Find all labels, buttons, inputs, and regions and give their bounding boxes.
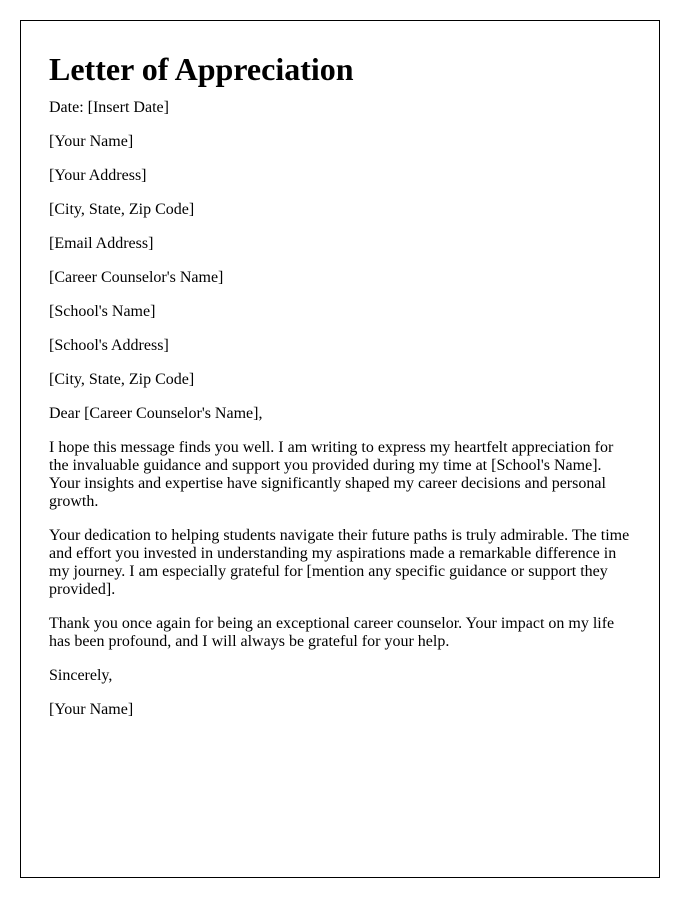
salutation: Dear [Career Counselor's Name], [49, 405, 263, 422]
recipient-city-state-zip: [City, State, Zip Code] [49, 371, 195, 388]
letter-content [49, 51, 633, 735]
letter-title: Letter of Appreciation [49, 51, 354, 87]
closing: Sincerely, [49, 667, 113, 684]
sender-address: [Your Address] [49, 167, 147, 184]
body-paragraph: I hope this message finds you well. I am writing to express my heartfelt appreciation for the invaluable guidance and support you provided during my time at [School's Name]. Your insights and expertise have significantly shaped my career decisions and personal growth. [49, 439, 614, 510]
body-paragraph: Your dedication to helping students navigate their future paths is truly admirable. The time and effort you invested in understanding my aspirations made a remarkable difference in my journey. I am especially grateful for [mention any specific guidance or support they provided]. [49, 527, 630, 598]
date-line: Date: [Insert Date] [49, 99, 169, 116]
sender-city-state-zip: [City, State, Zip Code] [49, 201, 195, 218]
recipient-name: [Career Counselor's Name] [49, 269, 224, 286]
body-paragraph: Thank you once again for being an exceptional career counselor. Your impact on my life has been profound, and I will always be grateful for your help. [49, 615, 615, 650]
letter-page [20, 20, 660, 878]
recipient-address: [School's Address] [49, 337, 169, 354]
sender-name: [Your Name] [49, 133, 134, 150]
sender-email: [Email Address] [49, 235, 154, 252]
recipient-school: [School's Name] [49, 303, 156, 320]
signature: [Your Name] [49, 701, 134, 718]
